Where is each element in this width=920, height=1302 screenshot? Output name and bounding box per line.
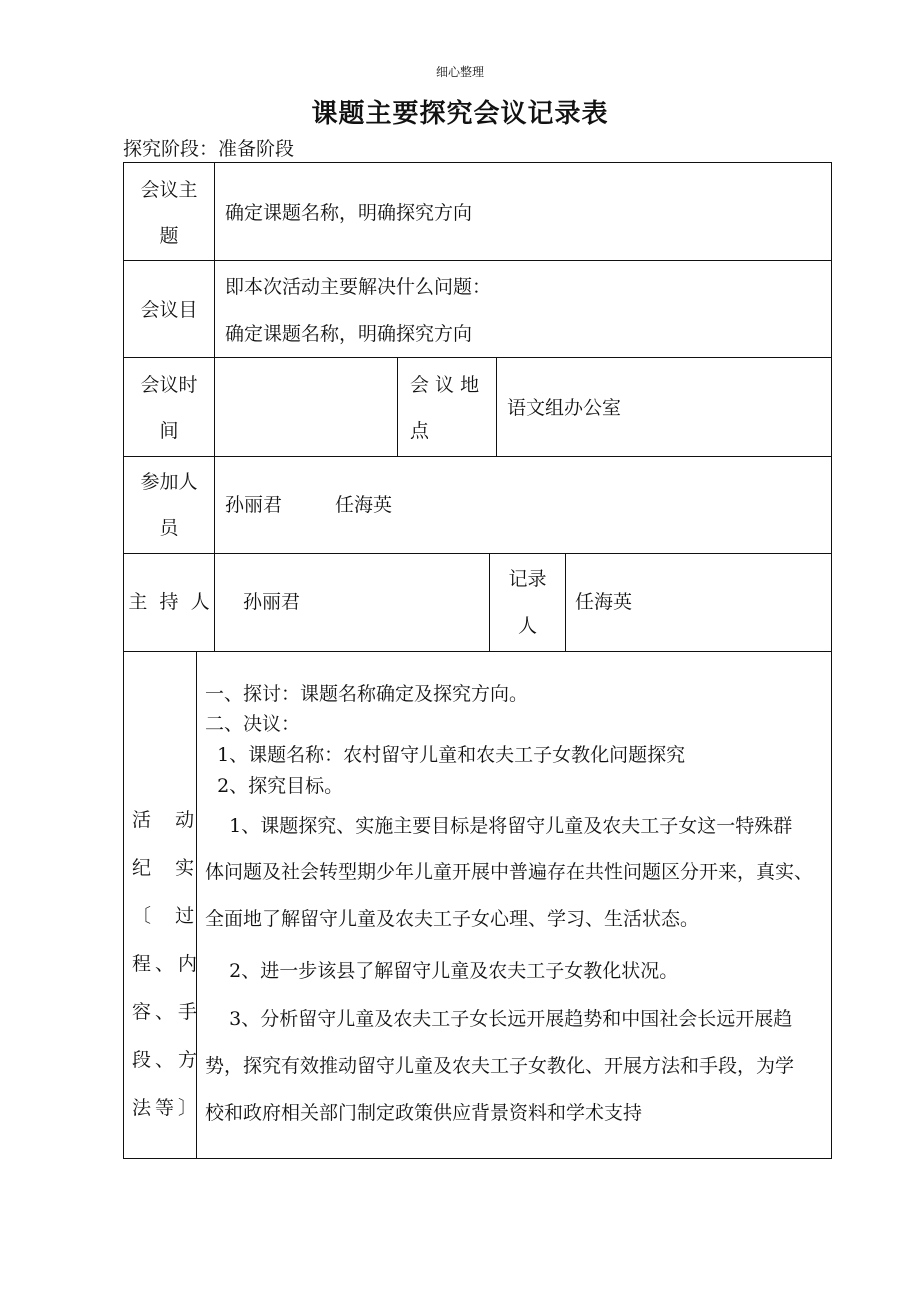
topic-label-line1: 会议主: [140, 179, 198, 201]
record-line: 校和政府相关部门制定政策供应背景资料和学术支持: [205, 1102, 643, 1124]
purpose-line1: 即本次活动主要解决什么问题：: [225, 276, 492, 298]
host-label: 主 持 人: [128, 591, 210, 613]
record-line: 1、课题名称：农村留守儿童和农夫工子女教化问题探究: [205, 744, 686, 766]
record-line: 势，探究有效推动留守儿童及农夫工子女教化、开展方法和手段，为学: [205, 1055, 795, 1077]
participant-name: 孙丽君: [225, 494, 283, 516]
record-side-label: 段、方: [132, 1049, 202, 1071]
record-side-label: 活 动: [132, 809, 199, 831]
record-line: 一、探讨：课题名称确定及探究方向。: [205, 683, 529, 705]
row-divider: [123, 651, 832, 652]
recorder-label-line2: 人: [517, 615, 537, 637]
record-line: 2、进一步该县了解留守儿童及农夫工子女教化状况。: [205, 960, 679, 982]
record-line: 体问题及社会转型期少年儿童开展中普遍存在共性问题区分开来，真实、: [205, 861, 814, 883]
recorder-value: 任海英: [575, 591, 633, 613]
row-divider: [123, 456, 832, 457]
purpose-line2: 确定课题名称，明确探究方向: [225, 323, 473, 345]
research-stage: 探究阶段：准备阶段: [123, 138, 295, 160]
column-divider: [397, 357, 398, 456]
record-line: 2、探究目标。: [205, 775, 344, 797]
participant-name: 任海英: [335, 494, 393, 516]
record-line: 1、课题探究、实施主要目标是将留守儿童及农夫工子女这一特殊群: [205, 815, 793, 837]
record-side-label: 程、内: [132, 953, 202, 975]
participants-label-line2: 员: [159, 517, 179, 539]
time-label-line2: 间: [159, 420, 179, 442]
column-divider: [496, 357, 497, 456]
place-label-line1: 会 议 地: [410, 374, 480, 396]
page-title: 课题主要探究会议记录表: [311, 99, 609, 129]
row-divider: [123, 357, 832, 358]
record-line: 全面地了解留守儿童及农夫工子女心理、学习、生活状态。: [205, 908, 700, 930]
row-divider: [123, 553, 832, 554]
header-note: 细心整理: [435, 65, 484, 79]
topic-value: 确定课题名称，明确探究方向: [225, 202, 473, 224]
host-value: 孙丽君: [243, 591, 301, 613]
recorder-label-line1: 记录: [508, 568, 547, 590]
column-divider: [565, 553, 566, 651]
topic-label-line2: 题: [159, 225, 179, 247]
place-value: 语文组办公室: [507, 397, 622, 419]
row-divider: [123, 260, 832, 261]
record-side-label: 〔 过: [132, 905, 199, 927]
participants-label-line1: 参加人: [140, 471, 198, 493]
column-divider: [214, 162, 215, 651]
time-label-line1: 会议时: [140, 374, 198, 396]
record-line: 二、决议：: [205, 713, 301, 735]
record-line: 3、分析留守儿童及农夫工子女长远开展趋势和中国社会长远开展趋: [205, 1008, 793, 1030]
record-side-label: 纪 实: [132, 857, 199, 879]
record-side-label: 法等〕: [132, 1097, 202, 1119]
place-label-line2: 点: [410, 420, 430, 442]
purpose-label: 会议目: [140, 299, 198, 321]
record-side-label: 容、手: [132, 1001, 202, 1023]
